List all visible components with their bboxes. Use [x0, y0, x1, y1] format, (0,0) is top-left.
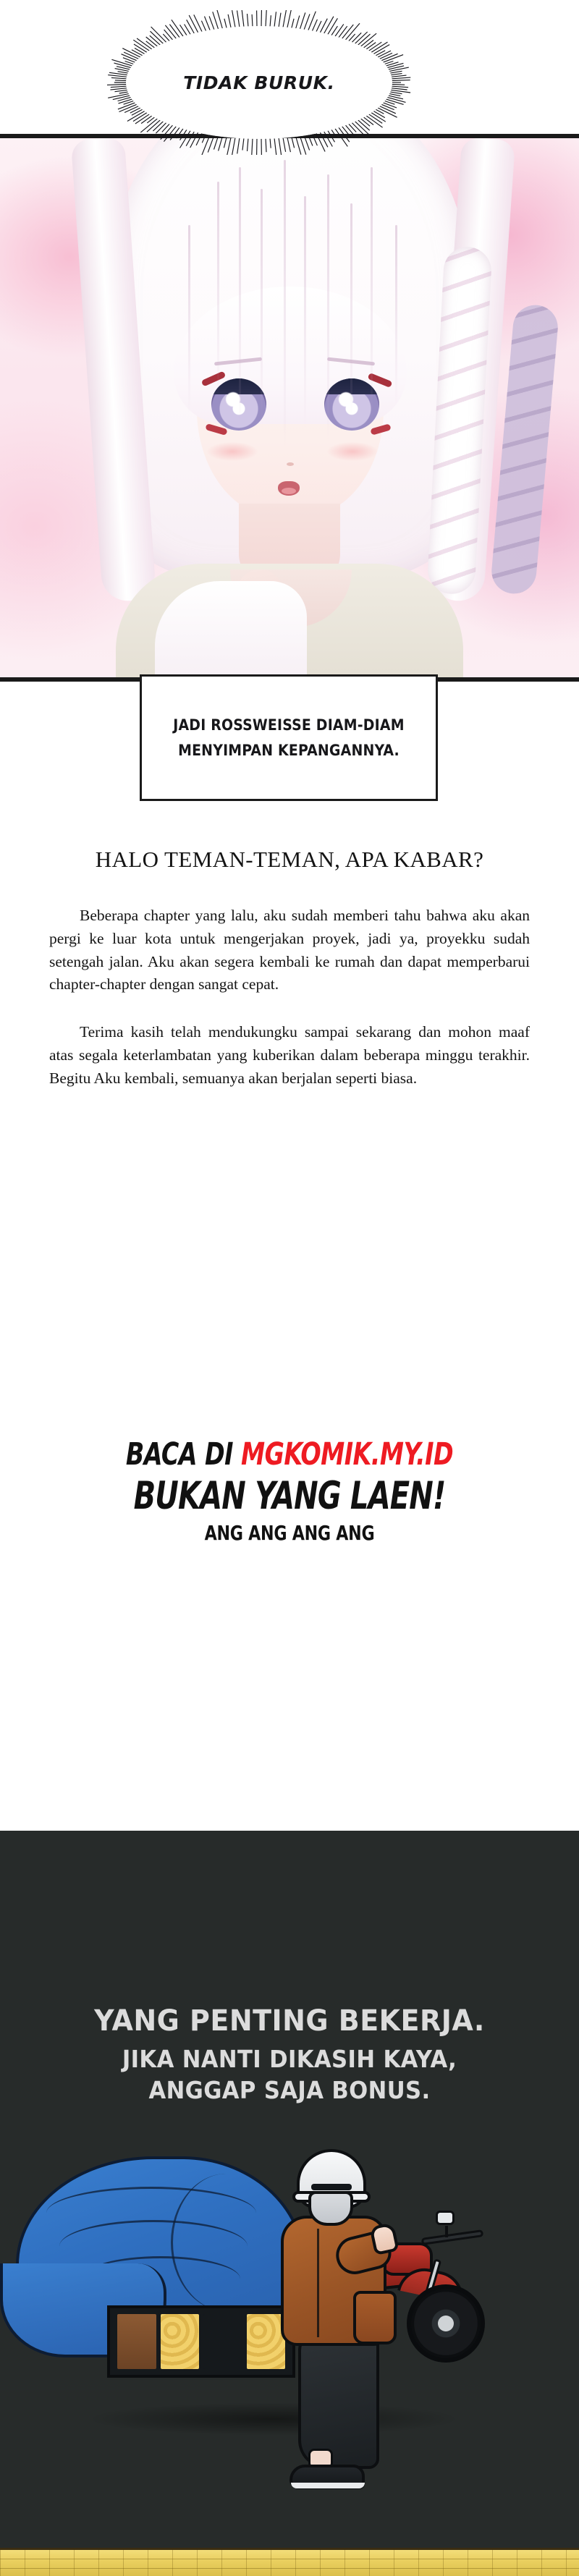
announcement-paragraph-1: Beberapa chapter yang lalu, aku sudah memberi tahu bahwa aku akan pergi ke luar kota untuk mengerjakan proyek, jadi ya, proyekku sudah setengah jalan. Aku akan segera kembali ke rumah dan dapat memperbarui chapter-chapter dengan sangat cepat. [49, 907, 530, 993]
promo-line-2: BUKAN YANG LAEN! [133, 1474, 446, 1518]
brick-floor-strip [0, 2548, 579, 2576]
crate-cell-box [117, 2314, 156, 2369]
delivery-rider-illustration [0, 2091, 579, 2496]
rider-person [266, 2149, 404, 2439]
motivation-quote [0, 2004, 579, 2104]
narration-box [140, 674, 438, 801]
motivation-section [0, 1831, 579, 2548]
comic-panel [0, 134, 579, 682]
mouth [278, 481, 300, 496]
announcement-heading: HALO TEMAN-TEMAN, APA KABAR? [95, 847, 484, 872]
bike-handlebar [421, 2229, 484, 2245]
jacket-seam [317, 2229, 319, 2337]
tarp-fold-4 [171, 2174, 282, 2311]
speech-bubble-spiky [107, 10, 411, 155]
rider-eyes [311, 2184, 352, 2190]
hair-strand [284, 160, 286, 449]
nose [287, 462, 294, 466]
rider-bag [353, 2291, 397, 2344]
promo-site-link[interactable]: MGKOMIK.MY.ID [241, 1436, 454, 1473]
crate-cell-empty [203, 2314, 242, 2369]
rider-face-mask [308, 2191, 353, 2226]
narration-line-1: JADI ROSSWEISSE DIAM-DIAM [173, 716, 405, 734]
promo-line-1 [41, 1436, 538, 1473]
hair-strand [371, 167, 373, 420]
hair-strand [304, 196, 306, 428]
motivation-line-3: ANGGAP SAJA BONUS. [148, 2076, 431, 2104]
hair-strand [239, 167, 241, 428]
hair-strand [261, 189, 263, 428]
wheel-hub [438, 2316, 454, 2331]
rider-pants [298, 2331, 379, 2469]
promo-block [0, 1436, 579, 1545]
bike-front-wheel [407, 2284, 485, 2363]
blush-left [207, 442, 258, 461]
blush-right [327, 442, 378, 461]
hair-strand [188, 225, 190, 413]
announcement-paragraph-2: Terima kasih telah mendukungku sampai sekarang dan mohon maaf atas segala keterlambatan yang kuberikan dalam beberapa minggu terakhir. Begitu Aku kembali, semuanya akan berjalan seperti biasa. [49, 1023, 530, 1087]
promo-prefix: BACA DI [125, 1436, 242, 1473]
bike-mirror [436, 2211, 455, 2225]
hair-strand [327, 174, 329, 442]
rider-shoe [290, 2465, 365, 2489]
crate-cell-fruit-1 [161, 2314, 200, 2369]
motivation-line-2: JIKA NANTI DIKASIH KAYA, [122, 2045, 457, 2073]
hair-over-shoulder [155, 581, 307, 682]
announcement-block [0, 847, 579, 1090]
narration-lines [173, 713, 404, 762]
promo-line-3: ANG ANG ANG ANG [204, 1521, 375, 1545]
motivation-line-1: YANG PENTING BEKERJA. [94, 2004, 485, 2038]
hair-strand [217, 182, 219, 399]
narration-line-2: MENYIMPAN KEPANGANNYA. [178, 741, 400, 759]
bubble-text: TIDAK BURUK. [183, 72, 335, 93]
hair-strand [395, 225, 397, 406]
hair-strand [350, 203, 352, 420]
